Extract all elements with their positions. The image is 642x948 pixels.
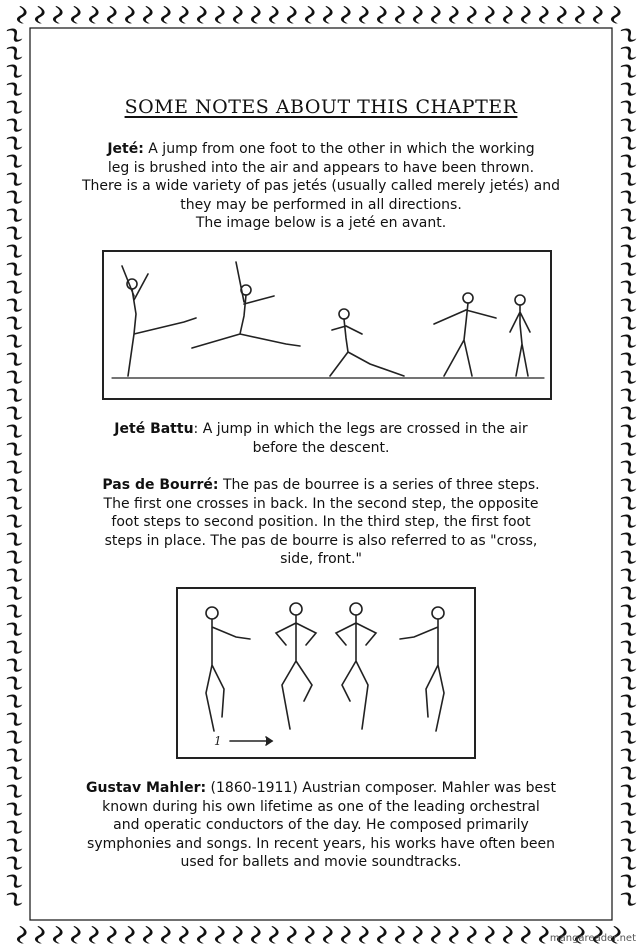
ribbon-ornament [212, 6, 227, 24]
jete-illustration [102, 250, 552, 400]
ribbon-ornament [6, 25, 23, 44]
ribbon-ornament [620, 565, 637, 584]
ribbon-ornament [6, 763, 23, 782]
pas-de-bourre-line-1: The pas de bourree is a series of three steps. [218, 477, 540, 493]
ribbon-ornament [536, 926, 551, 944]
ribbon-ornament [6, 709, 23, 728]
ribbon-ornament [302, 926, 317, 944]
ribbon-ornament [6, 61, 23, 80]
ribbon-ornament [6, 835, 23, 854]
ribbon-ornament [464, 6, 479, 24]
pas-de-bourre-illustration [176, 587, 476, 759]
ribbon-ornament [620, 25, 637, 44]
note-jete [40, 140, 602, 233]
ribbon-ornament [338, 926, 353, 944]
ribbon-ornament [140, 6, 155, 24]
ribbon-ornament [410, 926, 425, 944]
ribbon-ornament [6, 313, 23, 332]
ribbon-ornament [6, 619, 23, 638]
ribbon-ornament [6, 655, 23, 674]
ribbon-ornament [620, 187, 637, 206]
ribbon-ornament [620, 727, 637, 746]
ribbon-ornament [620, 133, 637, 152]
ribbon-ornament [620, 853, 637, 872]
ribbon-ornament [620, 43, 637, 62]
watermark-logo: mangareader.net [549, 933, 636, 944]
note-jete-battu [40, 420, 602, 457]
ribbon-ornament [266, 926, 281, 944]
ribbon-ornament [6, 133, 23, 152]
pas-de-bourre-line-5: side, front." [280, 551, 362, 567]
ribbon-ornament [6, 475, 23, 494]
ribbon-ornament [14, 6, 29, 24]
ribbon-ornament [6, 421, 23, 440]
ribbon-ornament [6, 205, 23, 224]
ribbon-ornament [500, 6, 515, 24]
ribbon-ornament [620, 421, 637, 440]
ribbon-ornament [620, 511, 637, 530]
note-gustav-mahler [40, 779, 602, 872]
ribbon-ornament [248, 926, 263, 944]
mahler-line-2: known during his own lifetime as one of the leading orchestral [102, 798, 540, 815]
jete-line-5: The image below is a jeté en avant. [195, 215, 447, 231]
ribbon-ornament [620, 817, 637, 836]
ribbon-ornament [620, 439, 637, 458]
ribbon-ornament [6, 403, 23, 422]
ribbon-ornament [428, 926, 443, 944]
ribbon-ornament [6, 511, 23, 530]
ribbon-ornament [620, 655, 637, 674]
ribbon-ornament [122, 6, 137, 24]
ribbon-ornament [620, 457, 637, 476]
ribbon-ornament [620, 673, 637, 692]
ribbon-ornament [230, 926, 245, 944]
ribbon-ornament [320, 6, 335, 24]
ribbon-ornament [6, 583, 23, 602]
ribbon-ornament [302, 6, 317, 24]
ribbon-ornament [6, 727, 23, 746]
ribbon-ornament [608, 6, 623, 24]
pas-de-bourre-line-3: foot steps to second position. In the third step, the first foot [111, 514, 531, 530]
ribbon-ornament [446, 926, 461, 944]
ribbon-ornament [620, 295, 637, 314]
jete-line-1: A jump from one foot to the other in which the working [143, 141, 535, 157]
ribbon-ornament [230, 6, 245, 24]
ribbon-ornament [158, 6, 173, 24]
ribbon-ornament [620, 781, 637, 800]
jete-line-2: leg is brushed into the air and appears to have been thrown. [107, 159, 535, 176]
ribbon-ornament [6, 97, 23, 116]
ribbon-ornament [6, 277, 23, 296]
ribbon-ornament [392, 926, 407, 944]
pas-de-bourre-line-4: steps in place. The pas de bourre is also referred to as "cross, [104, 532, 538, 549]
ribbon-ornament [320, 926, 335, 944]
pas-de-bourre-dancer-figures [178, 589, 474, 757]
ribbon-ornament [620, 331, 637, 350]
ribbon-ornament [554, 6, 569, 24]
ribbon-ornament [482, 6, 497, 24]
ribbon-ornament [620, 79, 637, 98]
ribbon-ornament [620, 691, 637, 710]
ribbon-ornament [194, 6, 209, 24]
jete-line-4: they may be performed in all directions. [180, 196, 462, 213]
ribbon-ornament [6, 457, 23, 476]
ribbon-ornament [620, 601, 637, 620]
ribbon-ornament [620, 403, 637, 422]
ribbon-ornament [620, 547, 637, 566]
ribbon-ornament [6, 817, 23, 836]
ribbon-ornament [6, 565, 23, 584]
term-pas-de-bourre: Pas de Bourré: [102, 477, 219, 493]
ribbon-ornament [536, 6, 551, 24]
ribbon-ornament [374, 926, 389, 944]
ribbon-ornament [620, 493, 637, 512]
ribbon-ornament [284, 926, 299, 944]
ribbon-ornament [6, 295, 23, 314]
ribbon-ornament [32, 6, 47, 24]
ribbon-ornament [6, 547, 23, 566]
term-gustav-mahler: Gustav Mahler: [86, 780, 207, 796]
ribbon-ornament [6, 781, 23, 800]
ribbon-ornament [6, 853, 23, 872]
ribbon-ornament [104, 6, 119, 24]
ribbon-ornament [374, 6, 389, 24]
ribbon-ornament [6, 385, 23, 404]
ribbon-ornament [620, 583, 637, 602]
ribbon-ornament [176, 6, 191, 24]
ribbon-ornament [392, 6, 407, 24]
ribbon-ornament [6, 529, 23, 548]
ribbon-ornament [32, 926, 47, 944]
ribbon-ornament [50, 926, 65, 944]
pas-de-bourre-line-2: The first one crosses in back. In the second step, the opposite [103, 495, 539, 512]
ribbon-ornament [6, 691, 23, 710]
ribbon-ornament [620, 277, 637, 296]
ribbon-ornament [518, 926, 533, 944]
ribbon-ornament [6, 259, 23, 278]
ribbon-ornament [446, 6, 461, 24]
ribbon-ornament [6, 349, 23, 368]
ribbon-ornament [620, 349, 637, 368]
ribbon-ornament [6, 799, 23, 818]
ribbon-ornament [620, 169, 637, 188]
ribbon-ornament [50, 6, 65, 24]
ribbon-ornament [620, 835, 637, 854]
ribbon-ornament [620, 799, 637, 818]
ribbon-ornament [620, 313, 637, 332]
ribbon-ornament [6, 43, 23, 62]
ribbon-ornament [68, 926, 83, 944]
ribbon-ornament [572, 6, 587, 24]
ribbon-ornament [356, 926, 371, 944]
ribbon-ornament [620, 223, 637, 242]
ribbon-ornament [620, 61, 637, 80]
ribbon-ornament [620, 259, 637, 278]
ribbon-ornament [6, 673, 23, 692]
ribbon-ornament [14, 926, 29, 944]
ribbon-ornament [620, 529, 637, 548]
ribbon-ornament [620, 619, 637, 638]
ribbon-ornament [266, 6, 281, 24]
ribbon-ornament [620, 151, 637, 170]
ribbon-ornament [176, 926, 191, 944]
ribbon-ornament [6, 331, 23, 350]
ribbon-ornament [620, 115, 637, 134]
ribbon-ornament [158, 926, 173, 944]
ribbon-ornament [464, 926, 479, 944]
mahler-line-5: used for ballets and movie soundtracks. [180, 854, 462, 870]
ribbon-ornament [212, 926, 227, 944]
ribbon-ornament [6, 493, 23, 512]
ribbon-ornament [86, 6, 101, 24]
ribbon-ornament [6, 187, 23, 206]
ribbon-ornament [6, 151, 23, 170]
ribbon-ornament [620, 385, 637, 404]
ribbon-ornament [6, 889, 23, 908]
page-title: SOME NOTES ABOUT THIS CHAPTER [124, 96, 518, 118]
term-jete-battu: Jeté Battu [114, 421, 194, 437]
pas-de-bourre-marker: 1 [214, 734, 222, 748]
ribbon-ornament [620, 241, 637, 260]
ribbon-ornament [248, 6, 263, 24]
ribbon-ornament [6, 169, 23, 188]
ribbon-ornament [6, 871, 23, 890]
ribbon-ornament [620, 97, 637, 116]
ribbon-ornament [6, 439, 23, 458]
jete-battu-line-1: : A jump in which the legs are crossed in the air [193, 421, 528, 437]
ribbon-ornament [6, 637, 23, 656]
ribbon-ornament [620, 763, 637, 782]
note-pas-de-bourre [40, 476, 602, 569]
ribbon-ornament [410, 6, 425, 24]
ribbon-ornament [338, 6, 353, 24]
ribbon-ornament [6, 115, 23, 134]
ribbon-ornament [518, 6, 533, 24]
ribbon-ornament [620, 745, 637, 764]
ribbon-ornament [140, 926, 155, 944]
ribbon-ornament [6, 601, 23, 620]
term-jete: Jeté: [107, 141, 144, 157]
ribbon-ornament [6, 745, 23, 764]
ribbon-ornament [428, 6, 443, 24]
ribbon-ornament [620, 871, 637, 890]
ribbon-ornament [620, 475, 637, 494]
ribbon-ornament [620, 889, 637, 908]
ribbon-ornament [620, 637, 637, 656]
ribbon-ornament [104, 926, 119, 944]
mahler-line-4: symphonies and songs. In recent years, his works have often been [87, 835, 555, 852]
ribbon-ornament [620, 367, 637, 386]
ribbon-ornament [284, 6, 299, 24]
mahler-line-3: and operatic conductors of the day. He composed primarily [113, 817, 529, 833]
jete-line-3: There is a wide variety of pas jetés (usually called merely jetés) and [81, 178, 561, 194]
ribbon-ornament [6, 79, 23, 98]
ribbon-ornament [482, 926, 497, 944]
ribbon-ornament [620, 709, 637, 728]
ribbon-ornament [356, 6, 371, 24]
jete-dancer-figures [104, 252, 550, 398]
ribbon-ornament [194, 926, 209, 944]
ribbon-ornament [590, 6, 605, 24]
ribbon-ornament [6, 241, 23, 260]
ribbon-ornament [6, 223, 23, 242]
ribbon-ornament [68, 6, 83, 24]
mahler-line-1: (1860-1911) Austrian composer. Mahler was best [206, 780, 556, 796]
jete-battu-line-2: before the descent. [252, 439, 390, 456]
ribbon-ornament [6, 367, 23, 386]
ribbon-ornament [500, 926, 515, 944]
ribbon-ornament [122, 926, 137, 944]
ribbon-ornament [620, 205, 637, 224]
ribbon-ornament [86, 926, 101, 944]
